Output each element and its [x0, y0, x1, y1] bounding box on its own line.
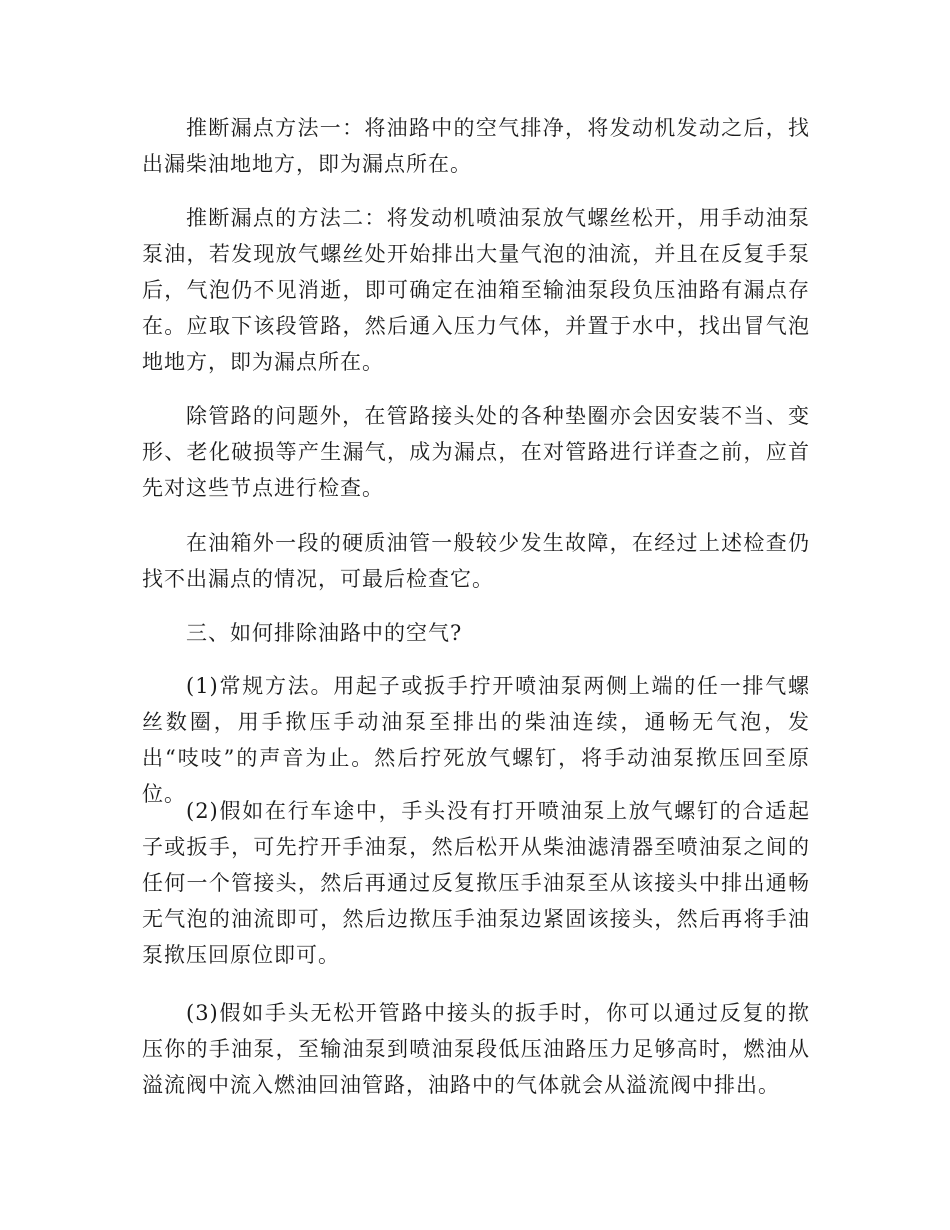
paragraph-step-1: (1)常规方法。用起子或扳手拧开喷油泵两侧上端的任一排气螺丝数圈，用手揿压手动油泵至排出的柴油连续，通畅无气泡，发出“吱吱”的声音为止。然后拧死放气螺钉，将手动油泵揿压回至原位。: [142, 674, 810, 806]
paragraph-gasket-check: 除管路的问题外，在管路接头处的各种垫圈亦会因安装不当、变形、老化破损等产生漏气，成为漏点，在对管路进行详查之前，应首先对这些节点进行检查。: [142, 404, 810, 500]
paragraph-hard-pipe: 在油箱外一段的硬质油管一般较少发生故障，在经过上述检查仍找不出漏点的情况，可最后检查它。: [142, 531, 810, 591]
paragraph-step-2: (2)假如在行车途中，手头没有打开喷油泵上放气螺钉的合适起子或扳手，可先拧开手油泵，然后松开从柴油滤清器至喷油泵之间的任何一个管接头，然后再通过反复揿压手油泵至从该接头中排出通畅无气泡的油流即可，然后边揿压手油泵边紧固该接头，然后再将手油泵揿压回原位即可。: [142, 799, 810, 967]
paragraph-step-3: (3)假如手头无松开管路中接头的扳手时，你可以通过反复的揿压你的手油泵，至输油泵到喷油泵段低压油路压力足够高时，燃油从溢流阀中流入燃油回油管路，油路中的气体就会从溢流阀中排出。: [142, 1001, 810, 1097]
paragraph-leak-method-two: 推断漏点的方法二：将发动机喷油泵放气螺丝松开，用手动油泵泵油，若发现放气螺丝处开始排出大量气泡的油流，并且在反复手泵后，气泡仍不见消逝，即可确定在油箱至输油泵段负压油路有漏点存在。应取下该段管路，然后通入压力气体，并置于水中，找出冒气泡地地方，即为漏点所在。: [142, 206, 810, 374]
section-heading: 三、如何排除油路中的空气?: [186, 621, 463, 645]
paragraph-leak-method-one: 推断漏点方法一：将油路中的空气排净，将发动机发动之后，找出漏柴油地地方，即为漏点所在。: [142, 116, 810, 176]
